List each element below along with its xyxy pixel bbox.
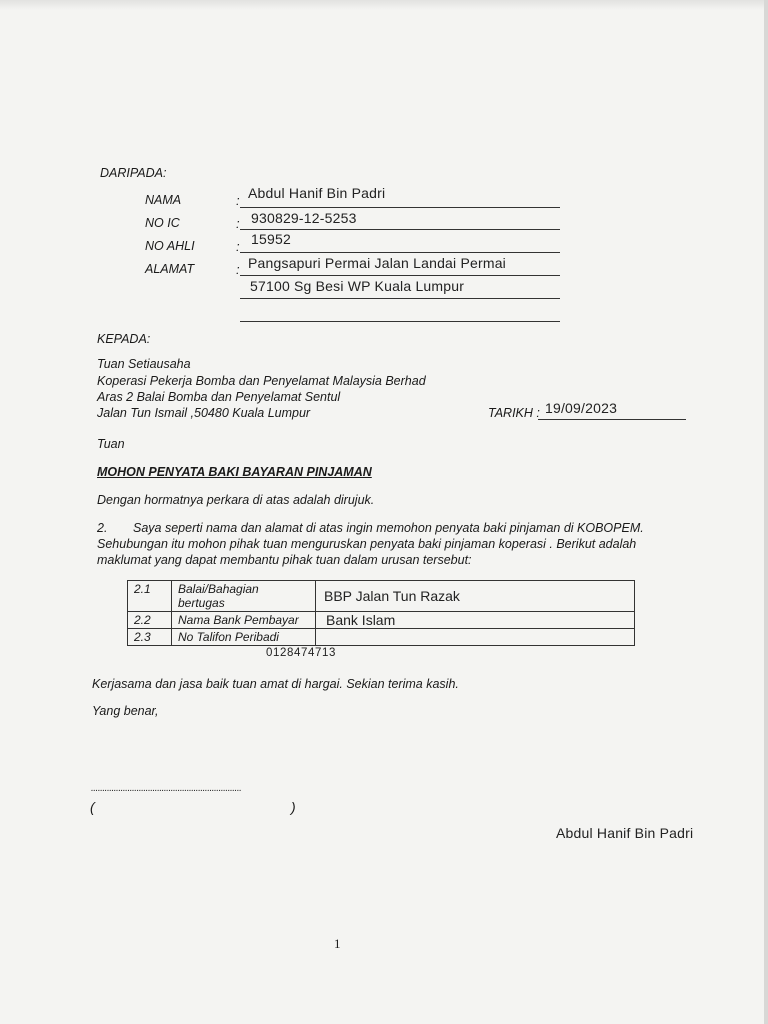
nama-label: NAMA xyxy=(145,193,182,207)
signature-dots: .................................................................. xyxy=(91,783,242,794)
alamat-colon: : xyxy=(236,262,240,277)
subject-title: MOHON PENYATA BAKI BAYARAN PINJAMAN xyxy=(97,465,372,479)
table-row xyxy=(128,629,635,646)
tarikh-value: 19/09/2023 xyxy=(545,400,618,416)
alamat-underline-3 xyxy=(240,321,560,322)
row-label: Nama Bank Pembayar xyxy=(172,612,316,629)
noahli-value: 15952 xyxy=(251,231,291,247)
kepada-line-1: Tuan Setiausaha xyxy=(97,357,191,371)
closing-text: Kerjasama dan jasa baik tuan amat di hargai. Sekian terima kasih. xyxy=(92,677,459,691)
row-label: No Talifon Peribadi xyxy=(172,629,316,646)
info-table xyxy=(127,580,635,646)
row-value xyxy=(316,629,635,646)
noic-label: NO IC xyxy=(145,216,180,230)
scan-edge-top xyxy=(0,0,768,10)
row-value: BBP Jalan Tun Razak xyxy=(316,581,635,612)
nama-underline xyxy=(240,207,560,208)
signature-close-paren: ) xyxy=(291,799,296,815)
kepada-line-4: Jalan Tun Ismail ,50480 Kuala Lumpur xyxy=(97,406,311,420)
paragraph-1: Dengan hormatnya perkara di atas adalah dirujuk. xyxy=(97,493,375,507)
salutation: Tuan xyxy=(97,437,125,451)
noic-value: 930829-12-5253 xyxy=(251,210,357,226)
paragraph-2-line-2: Sehubungan itu mohon pihak tuan menguruskan penyata baki pinjaman koperasi . Berikut adalah xyxy=(97,537,637,551)
scan-edge-right xyxy=(764,0,768,1024)
page-number: 1 xyxy=(334,936,341,951)
tarikh-underline xyxy=(538,419,686,420)
alamat-underline-1 xyxy=(240,275,560,276)
kepada-line-3: Aras 2 Balai Bomba dan Penyelamat Sentul xyxy=(97,390,341,404)
row-number: 2.1 xyxy=(128,581,172,612)
typed-signature-name: Abdul Hanif Bin Padri xyxy=(556,825,694,841)
yang-benar: Yang benar, xyxy=(92,704,159,718)
kepada-line-2: Koperasi Pekerja Bomba dan Penyelamat Malaysia Berhad xyxy=(97,374,426,388)
signature-open-paren: ( xyxy=(90,799,95,815)
table-row xyxy=(128,581,635,612)
paragraph-2-line-1: Saya seperti nama dan alamat di atas ingin memohon penyata baki pinjaman di KOBOPEM. xyxy=(133,521,644,535)
noic-underline xyxy=(240,229,560,230)
noic-colon: : xyxy=(236,216,240,231)
row-label-line-1: Balai/Bahagian xyxy=(178,582,259,596)
daripada-heading: DARIPADA: xyxy=(100,166,167,180)
nama-colon: : xyxy=(236,193,240,208)
row-label-line-2: bertugas xyxy=(178,596,225,610)
row-value: Bank Islam xyxy=(316,612,635,629)
noahli-label: NO AHLI xyxy=(145,239,195,253)
table-row xyxy=(128,612,635,629)
tarikh-label: TARIKH : xyxy=(488,406,540,420)
alamat-label: ALAMAT xyxy=(145,262,195,276)
noahli-colon: : xyxy=(236,239,240,254)
paragraph-2-number: 2. xyxy=(97,521,108,535)
phone-number: 0128474713 xyxy=(266,647,336,659)
alamat-line2: 57100 Sg Besi WP Kuala Lumpur xyxy=(250,278,465,294)
alamat-line1: Pangsapuri Permai Jalan Landai Permai xyxy=(248,255,506,271)
alamat-underline-2 xyxy=(240,298,560,299)
row-number: 2.2 xyxy=(128,612,172,629)
row-number: 2.3 xyxy=(128,629,172,646)
row-label xyxy=(172,581,316,612)
kepada-heading: KEPADA: xyxy=(97,332,151,346)
paragraph-2-line-3: maklumat yang dapat membantu pihak tuan dalam urusan tersebut: xyxy=(97,553,472,567)
noahli-underline xyxy=(240,252,560,253)
nama-value: Abdul Hanif Bin Padri xyxy=(248,185,386,201)
